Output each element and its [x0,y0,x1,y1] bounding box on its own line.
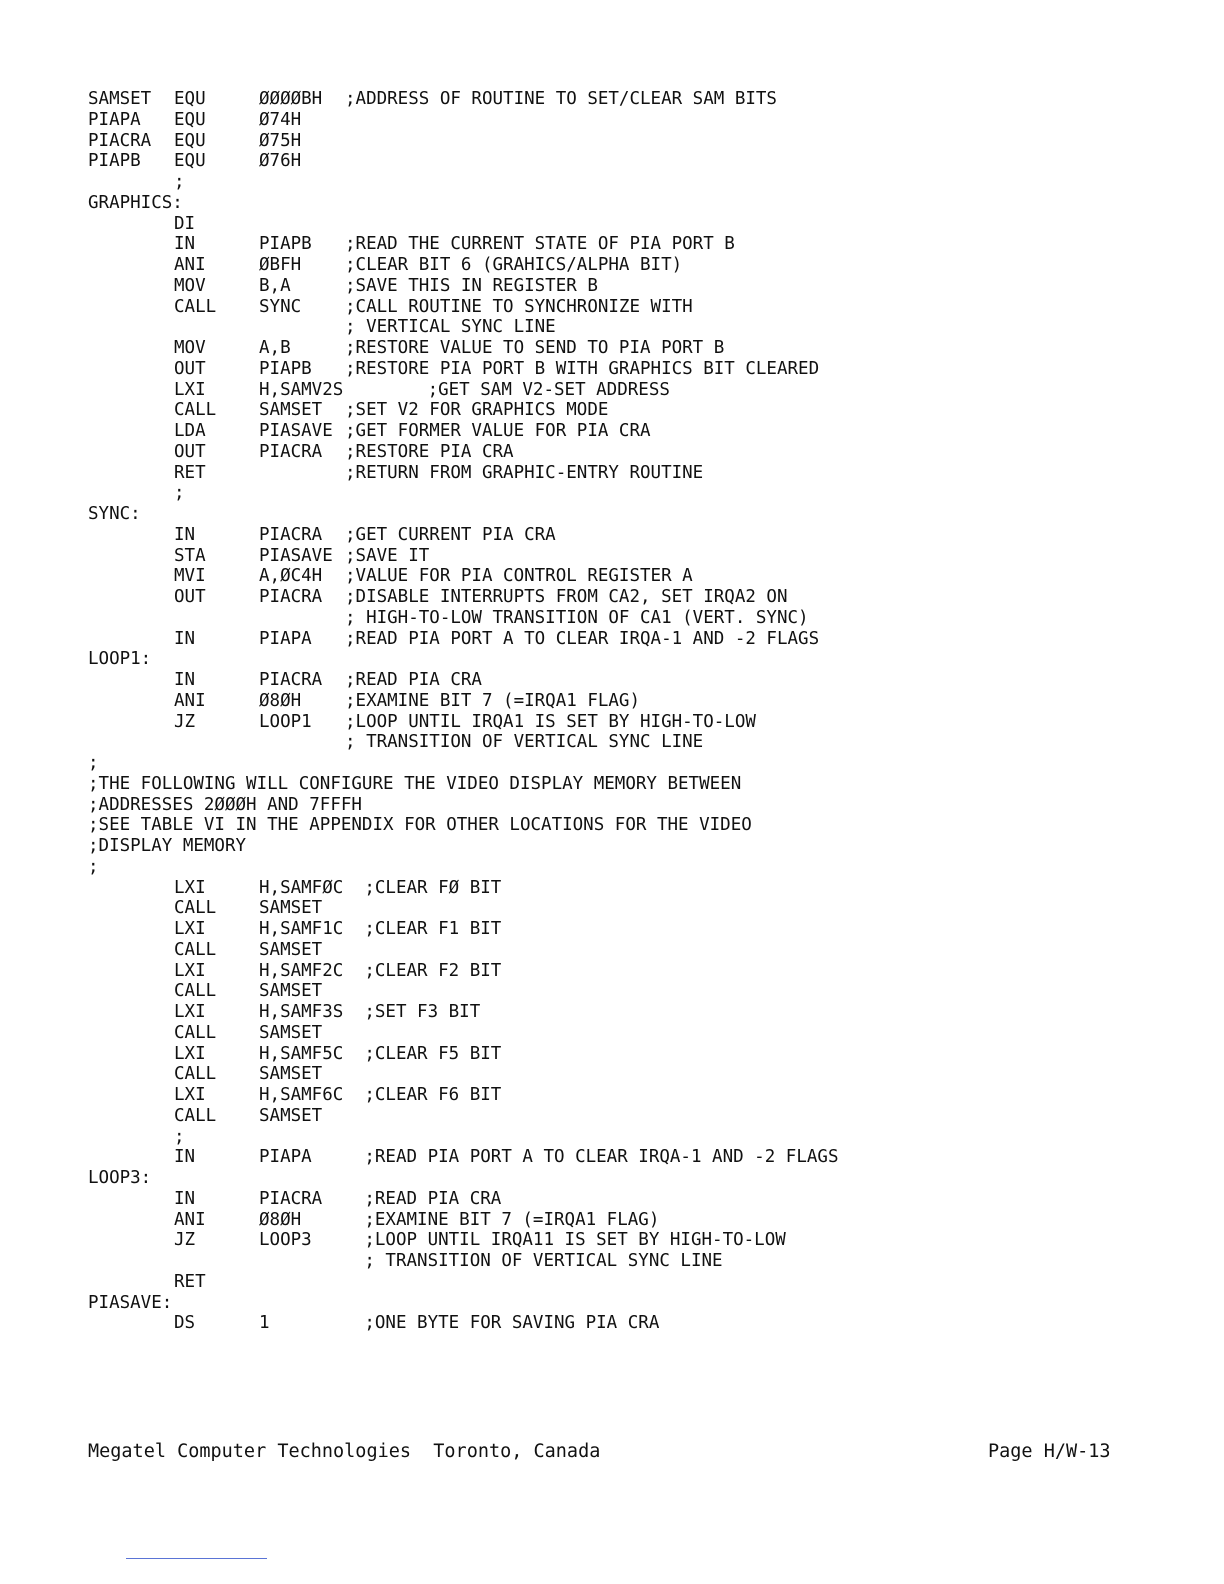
code-operand: ØØØØBH [259,89,323,109]
code-comment-full: ;ADDRESSES 2ØØØH AND 7FFFH [88,794,362,815]
code-operand: PIAPA [259,628,312,649]
code-opcode: IN [174,1147,196,1168]
footer-page-number: Page H/W-13 [988,1441,1111,1462]
code-line [88,1230,1148,1251]
code-operand: ; TRANSITION OF VERTICAL SYNC LINE [259,1251,723,1271]
code-label: LOOP1: [88,649,152,670]
code-line [88,483,1148,504]
code-opcode: STA [174,545,206,566]
code-opcode: CALL [174,939,217,960]
code-comment-full: ; [88,753,99,773]
code-opcode: IN [174,628,196,649]
code-line [88,1313,1148,1334]
code-line [88,214,1148,235]
code-operand: SAMSET [259,1064,323,1085]
code-line [88,359,1148,380]
code-line [88,670,1148,691]
code-opcode: LXI [174,1085,206,1105]
code-operand: PIACRA [259,587,323,607]
code-comment: ;SAVE THIS IN REGISTER B [345,275,598,296]
code-line [88,1023,1148,1044]
code-opcode: IN [174,670,196,690]
code-opcode: IN [174,234,196,255]
code-opcode: JZ [174,711,196,732]
code-line [88,587,1148,608]
code-operand: PIACRA [259,524,323,545]
code-line [88,1168,1148,1189]
code-operand: PIACRA ;READ PIA CRA [259,1188,502,1209]
code-comment: ;RETURN FROM GRAPHIC-ENTRY ROUTINE [345,462,704,483]
code-opcode: LDA [174,421,206,441]
code-line [88,815,1148,836]
code-operand: H,SAMV2S ;GET SAM V2-SET ADDRESS [259,379,670,400]
code-label: PIAPB [88,151,141,172]
code-line [88,629,1148,650]
code-opcode: EQU [174,89,206,109]
code-opcode: ANI [174,1209,206,1230]
code-line [88,172,1148,193]
code-operand: LOOP3 ;LOOP UNTIL IRQA11 IS SET BY HIGH-TO-LOW [259,1230,786,1251]
code-operand: Ø74H [259,109,302,130]
code-line [88,546,1148,567]
code-label: PIASAVE: [88,1292,173,1313]
code-line [88,276,1148,297]
code-line [88,317,1148,338]
code-opcode: LXI [174,379,206,400]
code-opcode: ; [174,1126,185,1147]
code-operand: SYNC [259,296,302,317]
code-line [88,131,1148,152]
code-label: PIACRA [88,130,152,151]
code-opcode: CALL [174,898,217,919]
code-label: SYNC: [88,504,141,524]
code-opcode: JZ [174,1230,196,1251]
code-line [88,981,1148,1002]
code-comment: ;GET FORMER VALUE FOR PIA CRA [345,421,651,441]
assembly-listing [88,89,1148,1334]
code-comment: ; TRANSITION OF VERTICAL SYNC LINE [345,732,704,753]
code-operand: A,B [259,338,291,358]
code-line [88,234,1148,255]
code-line [88,1293,1148,1314]
margin-rule [126,1558,267,1559]
code-operand: Ø75H [259,130,302,151]
code-line [88,1272,1148,1293]
code-opcode: CALL [174,1064,217,1085]
code-line [88,1044,1148,1065]
code-line [88,732,1148,753]
code-line [88,961,1148,982]
code-comment: ;READ THE CURRENT STATE OF PIA PORT B [345,234,735,255]
code-operand: H,SAMF5C ;CLEAR F5 BIT [259,1043,502,1064]
code-line [88,566,1148,587]
code-opcode: EQU [174,109,206,130]
code-opcode: IN [174,524,196,545]
code-line [88,525,1148,546]
code-label: GRAPHICS: [88,192,183,213]
code-comment: ;DISABLE INTERRUPTS FROM CA2, SET IRQA2 ON [345,587,788,607]
code-line [88,1127,1148,1148]
code-opcode: LXI [174,877,206,898]
code-operand: PIAPB [259,234,312,255]
code-line [88,1147,1148,1168]
code-line [88,857,1148,878]
code-operand: Ø8ØH [259,690,302,711]
code-line [88,400,1148,421]
code-operand: Ø8ØH ;EXAMINE BIT 7 (=IRQA1 FLAG) [259,1209,660,1230]
code-line [88,836,1148,857]
code-opcode: CALL [174,981,217,1002]
code-operand: A,ØC4H [259,566,323,587]
code-label: PIAPA [88,109,141,130]
code-operand: LOOP1 [259,711,312,732]
code-opcode: DS [174,1313,196,1334]
code-comment: ;RESTORE VALUE TO SEND TO PIA PORT B [345,338,725,358]
code-comment: ;RESTORE PIA CRA [345,441,514,462]
code-opcode: OUT [174,358,206,379]
code-line [88,421,1148,442]
code-operand: H,SAMFØC ;CLEAR FØ BIT [259,877,502,898]
code-line [88,774,1148,795]
code-comment-full: ;DISPLAY MEMORY [88,836,247,856]
code-line [88,110,1148,131]
code-opcode: EQU [174,151,206,172]
code-operand: SAMSET [259,400,323,421]
code-opcode: OUT [174,441,206,462]
code-line [88,89,1148,110]
code-line [88,255,1148,276]
code-opcode: EQU [174,130,206,151]
code-line [88,1106,1148,1127]
code-opcode: IN [174,1188,196,1209]
code-opcode: LXI [174,960,206,981]
code-line [88,193,1148,214]
code-operand: SAMSET [259,898,323,919]
code-operand: H,SAMF2C ;CLEAR F2 BIT [259,960,502,981]
code-operand: PIACRA [259,670,323,690]
code-operand: ØBFH [259,255,302,275]
code-comment: ;READ PIA PORT A TO CLEAR IRQA-1 AND -2 FLAGS [345,628,820,649]
code-opcode: MVI [174,566,206,587]
code-line [88,1251,1148,1272]
code-operand: H,SAMF1C ;CLEAR F1 BIT [259,919,502,939]
code-comment: ;READ PIA CRA [345,670,482,690]
code-opcode: RET [174,462,206,483]
code-line [88,463,1148,484]
code-comment: ;CLEAR BIT 6 (GRAHICS/ALPHA BIT) [345,255,683,275]
code-operand: 1 ;ONE BYTE FOR SAVING PIA CRA [259,1313,660,1334]
code-opcode: CALL [174,1105,217,1126]
code-line [88,898,1148,919]
footer-company: Megatel Computer Technologies Toronto, Canada [88,1441,601,1462]
code-opcode: MOV [174,275,206,296]
code-opcode: CALL [174,400,217,421]
code-opcode: LXI [174,1043,206,1064]
code-line [88,1064,1148,1085]
code-operand: SAMSET [259,1105,323,1126]
code-comment: ;VALUE FOR PIA CONTROL REGISTER A [345,566,693,587]
code-line [88,878,1148,899]
code-comment-full: ;SEE TABLE VI IN THE APPENDIX FOR OTHER LOCATIONS FOR THE VIDEO [88,815,752,836]
code-operand: Ø76H [259,151,302,172]
code-line [88,442,1148,463]
code-comment-full: ;THE FOLLOWING WILL CONFIGURE THE VIDEO DISPLAY MEMORY BETWEEN [88,773,742,794]
code-opcode: LXI [174,1002,206,1022]
code-comment: ;ADDRESS OF ROUTINE TO SET/CLEAR SAM BITS [345,89,777,109]
code-line [88,380,1148,401]
code-line [88,1002,1148,1023]
code-operand: SAMSET [259,1022,323,1043]
code-line [88,1210,1148,1231]
code-opcode: ANI [174,690,206,711]
code-operand: PIASAVE [259,421,333,441]
code-opcode: CALL [174,1022,217,1043]
code-line [88,608,1148,629]
code-opcode: ; [174,172,185,192]
code-comment: ; HIGH-TO-LOW TRANSITION OF CA1 (VERT. SYNC) [345,607,809,628]
code-opcode: MOV [174,338,206,358]
code-line [88,504,1148,525]
code-line [88,712,1148,733]
code-opcode: ANI [174,255,206,275]
code-opcode: LXI [174,919,206,939]
code-operand: PIAPA ;READ PIA PORT A TO CLEAR IRQA-1 AND -2 FLAGS [259,1147,839,1168]
code-comment: ; VERTICAL SYNC LINE [345,317,556,338]
code-comment: ;SAVE IT [345,545,430,566]
code-line [88,1189,1148,1210]
code-line [88,297,1148,318]
code-operand: PIAPB [259,358,312,379]
code-opcode: RET [174,1271,206,1292]
code-comment: ;LOOP UNTIL IRQA1 IS SET BY HIGH-TO-LOW [345,711,756,732]
code-comment: ;CALL ROUTINE TO SYNCHRONIZE WITH [345,296,693,317]
code-line [88,795,1148,816]
code-operand: SAMSET [259,939,323,960]
code-line [88,691,1148,712]
code-line [88,940,1148,961]
code-opcode: DI [174,213,196,234]
code-line [88,151,1148,172]
code-opcode: ; [174,483,185,504]
code-line [88,649,1148,670]
code-opcode: CALL [174,296,217,317]
code-line [88,919,1148,940]
code-operand: H,SAMF3S ;SET F3 BIT [259,1002,481,1022]
code-line [88,338,1148,359]
code-comment-full: ; [88,856,99,877]
code-opcode: OUT [174,587,206,607]
code-operand: H,SAMF6C ;CLEAR F6 BIT [259,1085,502,1105]
code-label: LOOP3: [88,1168,152,1188]
code-label: SAMSET [88,89,152,109]
code-operand: PIACRA [259,441,323,462]
code-line [88,753,1148,774]
code-comment: ;EXAMINE BIT 7 (=IRQA1 FLAG) [345,690,641,711]
code-operand: PIASAVE [259,545,333,566]
code-operand: SAMSET [259,981,323,1002]
code-operand: B,A [259,275,291,296]
code-comment: ;RESTORE PIA PORT B WITH GRAPHICS BIT CLEARED [345,358,820,379]
code-comment: ;SET V2 FOR GRAPHICS MODE [345,400,609,421]
code-comment: ;GET CURRENT PIA CRA [345,524,556,545]
code-line [88,1085,1148,1106]
